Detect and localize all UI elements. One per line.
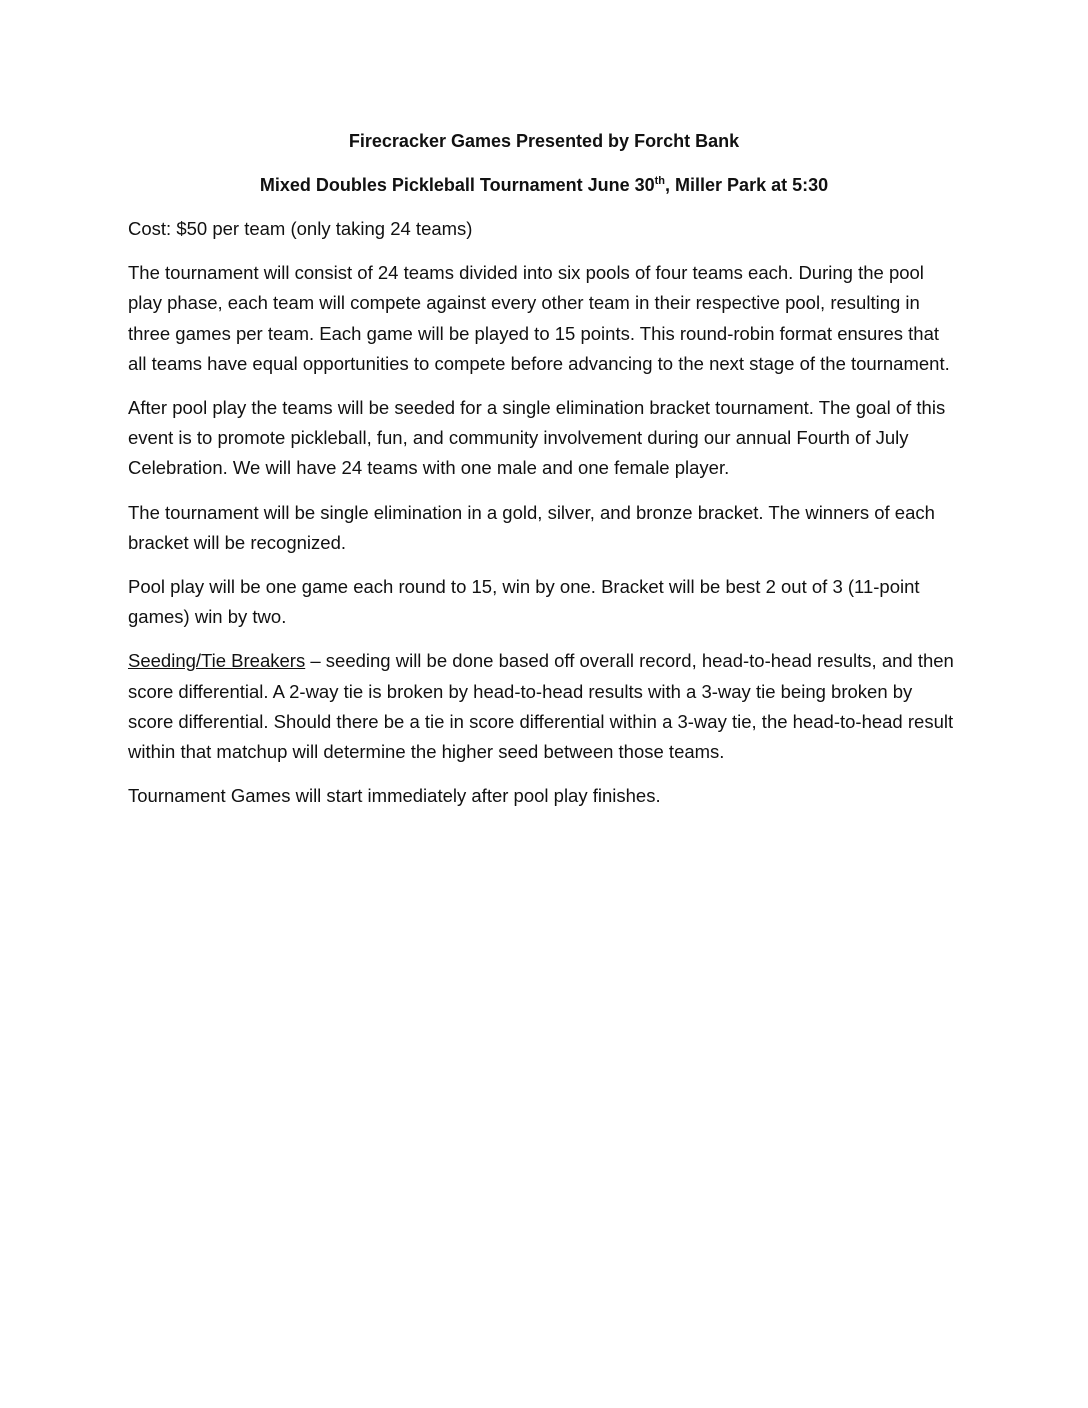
tiebreak-heading: Seeding/Tie Breakers	[128, 650, 306, 672]
event-title-text: Firecracker Games Presented by Forcht Bank	[348, 131, 740, 151]
tournament-title	[128, 170, 960, 200]
format-paragraph: The tournament will consist of 24 teams divided into six pools of four teams each. During the pool play phase, each team will compete against every other team in their respective pool, resulting in three games per team. Each game will be played to 15 points. This round-robin format ensures that all teams have equal opportunities to compete before advancing to the next stage of the tournament.	[128, 262, 950, 374]
tiebreak-text: – seeding will be done based off overall record, head-to-head results, and then score differential. A 2-way tie is broken by head-to-head results with a 3-way tie being broken by score differential. Should there be a tie in score differential within a 3-way tie, the head-to-head result within that matchup will determine the higher seed between those teams.	[128, 650, 954, 763]
brackets-paragraph: The tournament will be single elimination in a gold, silver, and bronze bracket. The winners of each bracket will be recognized.	[128, 501, 935, 553]
start-paragraph: Tournament Games will start immediately after pool play finishes.	[128, 785, 661, 807]
tiebreak-paragraph	[128, 646, 960, 767]
document-body	[128, 126, 960, 825]
tournament-title-location: , Miller Park at 5:30	[665, 175, 829, 195]
seeding-goal-paragraph: After pool play the teams will be seeded for a single elimination bracket tournament. The goal of this event is to promote pickleball, fun, and community involvement during our annual Fourth of July Celebration. We will have 24 teams with one male and one female player.	[128, 397, 946, 479]
cost-line: Cost: $50 per team (only taking 24 teams)	[128, 218, 473, 239]
event-title	[128, 126, 960, 156]
date-suffix: th	[654, 175, 666, 187]
tournament-title-main: Mixed Doubles Pickleball Tournament June 30	[259, 175, 655, 195]
scoring-paragraph: Pool play will be one game each round to 15, win by one. Bracket will be best 2 out of 3 (11-point games) win by two.	[128, 576, 920, 628]
